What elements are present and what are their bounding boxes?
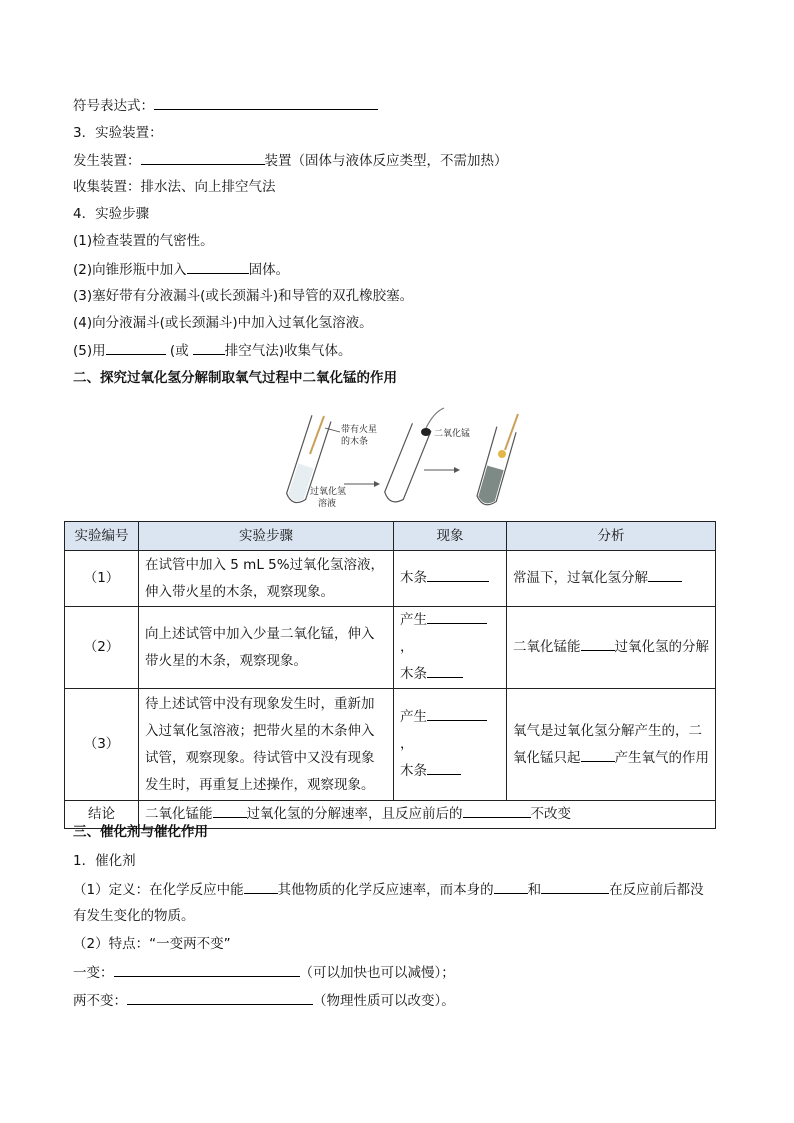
phenomenon-blank-2[interactable] bbox=[427, 663, 463, 678]
phenomenon-blank-1[interactable] bbox=[427, 706, 487, 721]
step-5-text-b: (或 bbox=[169, 343, 189, 359]
one-change-line bbox=[73, 962, 455, 983]
two-nochange-label: 两不变： bbox=[73, 993, 127, 1009]
conclusion-text-a: 二氧化锰能 bbox=[145, 806, 213, 822]
h2o2-label-1: 过氧化氢 bbox=[310, 487, 347, 497]
step-5-text-a: (5)用 bbox=[73, 343, 106, 359]
step-5-blank-2[interactable] bbox=[193, 340, 225, 355]
one-change-label: 一变： bbox=[73, 965, 114, 981]
step-4: (4)向分液漏斗(或长颈漏斗)中加入过氧化氢溶液。 bbox=[73, 315, 373, 331]
definition-text-d: 在反应前后都没 bbox=[609, 882, 704, 898]
row-phenomenon bbox=[394, 551, 507, 607]
table-header-row bbox=[65, 522, 716, 551]
conclusion-blank-1[interactable] bbox=[213, 803, 247, 818]
row-phenomenon bbox=[394, 689, 507, 801]
arrow-1-head bbox=[374, 481, 380, 487]
section-3-heading: 三、催化剂与催化作用 bbox=[73, 824, 208, 840]
conclusion-text-b: 过氧化氢的分解速率，且反应前后的 bbox=[246, 806, 463, 822]
step-1: (1)检查装置的气密性。 bbox=[73, 233, 214, 249]
phenomenon-blank[interactable] bbox=[427, 567, 489, 582]
step-5-text-c: 排空气法)收集气体。 bbox=[224, 343, 352, 359]
row-steps: 向上述试管中加入少量二氧化锰，伸入带火星的木条，观察现象。 bbox=[139, 607, 394, 689]
header-phenomenon: 现象 bbox=[394, 522, 507, 551]
definition-text-c: 和 bbox=[527, 882, 542, 898]
phenomenon-comma: ， bbox=[400, 639, 414, 655]
one-change-note: （可以加快也可以减慢）； bbox=[299, 965, 455, 981]
symbol-expression-line bbox=[73, 95, 378, 116]
phenomenon-text-c: 木条 bbox=[400, 666, 427, 682]
symbol-expression-blank[interactable] bbox=[154, 95, 378, 110]
row-analysis bbox=[507, 689, 716, 801]
two-nochange-line bbox=[73, 990, 455, 1011]
row-steps: 在试管中加入 5 mL 5%过氧化氢溶液，伸入带火星的木条，观察现象。 bbox=[139, 551, 394, 607]
definition-blank-2[interactable] bbox=[494, 879, 528, 894]
spatula bbox=[426, 408, 444, 428]
phenomenon-text: 木条 bbox=[400, 570, 427, 586]
one-change-blank[interactable] bbox=[114, 962, 300, 977]
conclusion-text-c: 不改变 bbox=[530, 806, 571, 822]
catalyst-heading: 1．催化剂 bbox=[73, 853, 136, 869]
phenomenon-text-c: 木条 bbox=[400, 763, 427, 779]
step-2-blank[interactable] bbox=[187, 259, 249, 274]
conclusion-label: 结论 bbox=[65, 801, 139, 829]
wooden-splint-2 bbox=[505, 414, 518, 450]
generator-line bbox=[73, 150, 508, 171]
step-3: (3)塞好带有分液漏斗(或长颈漏斗)和导管的双孔橡胶塞。 bbox=[73, 288, 414, 304]
table-row bbox=[65, 551, 716, 607]
table-row bbox=[65, 689, 716, 801]
mno2-label: 二氧化锰 bbox=[434, 429, 471, 439]
step-2 bbox=[73, 259, 289, 280]
conclusion-content bbox=[139, 801, 716, 829]
analysis-text-b: 产生氧气的作用 bbox=[614, 749, 709, 766]
arrow-2-head bbox=[454, 467, 460, 473]
row-number: （1） bbox=[65, 551, 139, 607]
analysis-text-a: 二氧化锰能 bbox=[513, 639, 581, 655]
row-phenomenon bbox=[394, 607, 507, 689]
header-analysis: 分析 bbox=[507, 522, 716, 551]
row-steps: 待上述试管中没有现象发生时，重新加入过氧化氢溶液；把带火星的木条伸入试管，观察现象。待试管中又没有现象发生时，再重复上述操作，观察现象。 bbox=[139, 689, 394, 801]
step-5 bbox=[73, 340, 351, 361]
mno2-powder bbox=[421, 428, 431, 436]
glowing-splint-label-2: 的木条 bbox=[341, 437, 369, 447]
header-experiment-steps: 实验步骤 bbox=[139, 522, 394, 551]
symbol-expression-label: 符号表达式： bbox=[73, 98, 154, 114]
step-5-blank-1[interactable] bbox=[106, 340, 166, 355]
phenomenon-text-a: 产生 bbox=[400, 612, 427, 628]
step-2-text-b: 固体。 bbox=[248, 262, 290, 278]
row-analysis bbox=[507, 607, 716, 689]
section-2-heading: 二、探究过氧化氢分解制取氧气过程中二氧化锰的作用 bbox=[73, 370, 397, 386]
step-2-text-a: (2)向锥形瓶中加入 bbox=[73, 262, 187, 278]
steps-heading: 4．实验步骤 bbox=[73, 206, 150, 222]
generator-label: 发生装置： bbox=[73, 153, 141, 169]
definition-blank-1[interactable] bbox=[244, 879, 278, 894]
row-number: （3） bbox=[65, 689, 139, 801]
phenomenon-comma: ， bbox=[400, 736, 414, 752]
header-experiment-number: 实验编号 bbox=[65, 522, 139, 551]
analysis-blank[interactable] bbox=[648, 567, 682, 582]
analysis-text-a: 氧气是过氧化氢分解产生的，二氧化锰只起 bbox=[513, 722, 702, 766]
experiment-figure bbox=[278, 406, 538, 516]
phenomenon-blank-1[interactable] bbox=[427, 609, 487, 624]
h2o2-label-2: 溶液 bbox=[318, 499, 337, 509]
definition-line-2: 有发生变化的物质。 bbox=[73, 908, 195, 924]
phenomenon-text-a: 产生 bbox=[400, 709, 427, 725]
generator-blank[interactable] bbox=[141, 150, 265, 165]
definition-text-a: （1）定义：在化学反应中能 bbox=[73, 882, 244, 898]
generator-suffix: 装置（固体与液体反应类型，不需加热） bbox=[264, 153, 508, 169]
flame-glow bbox=[498, 450, 506, 458]
feature-line: （2）特点：“一变两不变” bbox=[73, 936, 231, 952]
analysis-blank[interactable] bbox=[581, 747, 615, 762]
analysis-text: 常温下，过氧化氢分解 bbox=[513, 570, 648, 586]
analysis-blank[interactable] bbox=[581, 636, 615, 651]
glowing-splint-label-1: 带有火星 bbox=[341, 425, 378, 435]
two-nochange-note: （物理性质可以改变）。 bbox=[313, 993, 455, 1009]
definition-text-b: 其他物质的化学反应速率，而本身的 bbox=[277, 882, 494, 898]
collection-line: 收集装置：排水法、向上排空气法 bbox=[73, 179, 276, 195]
table-row bbox=[65, 607, 716, 689]
definition-line-1 bbox=[73, 879, 704, 900]
phenomenon-blank-2[interactable] bbox=[427, 760, 461, 775]
row-analysis bbox=[507, 551, 716, 607]
analysis-text-b: 过氧化氢的分解 bbox=[614, 639, 709, 655]
two-nochange-blank[interactable] bbox=[127, 990, 313, 1005]
conclusion-blank-2[interactable] bbox=[463, 803, 531, 818]
apparatus-heading: 3．实验装置： bbox=[73, 125, 163, 141]
experiment-table bbox=[64, 521, 716, 829]
row-number: （2） bbox=[65, 607, 139, 689]
definition-blank-3[interactable] bbox=[541, 879, 609, 894]
